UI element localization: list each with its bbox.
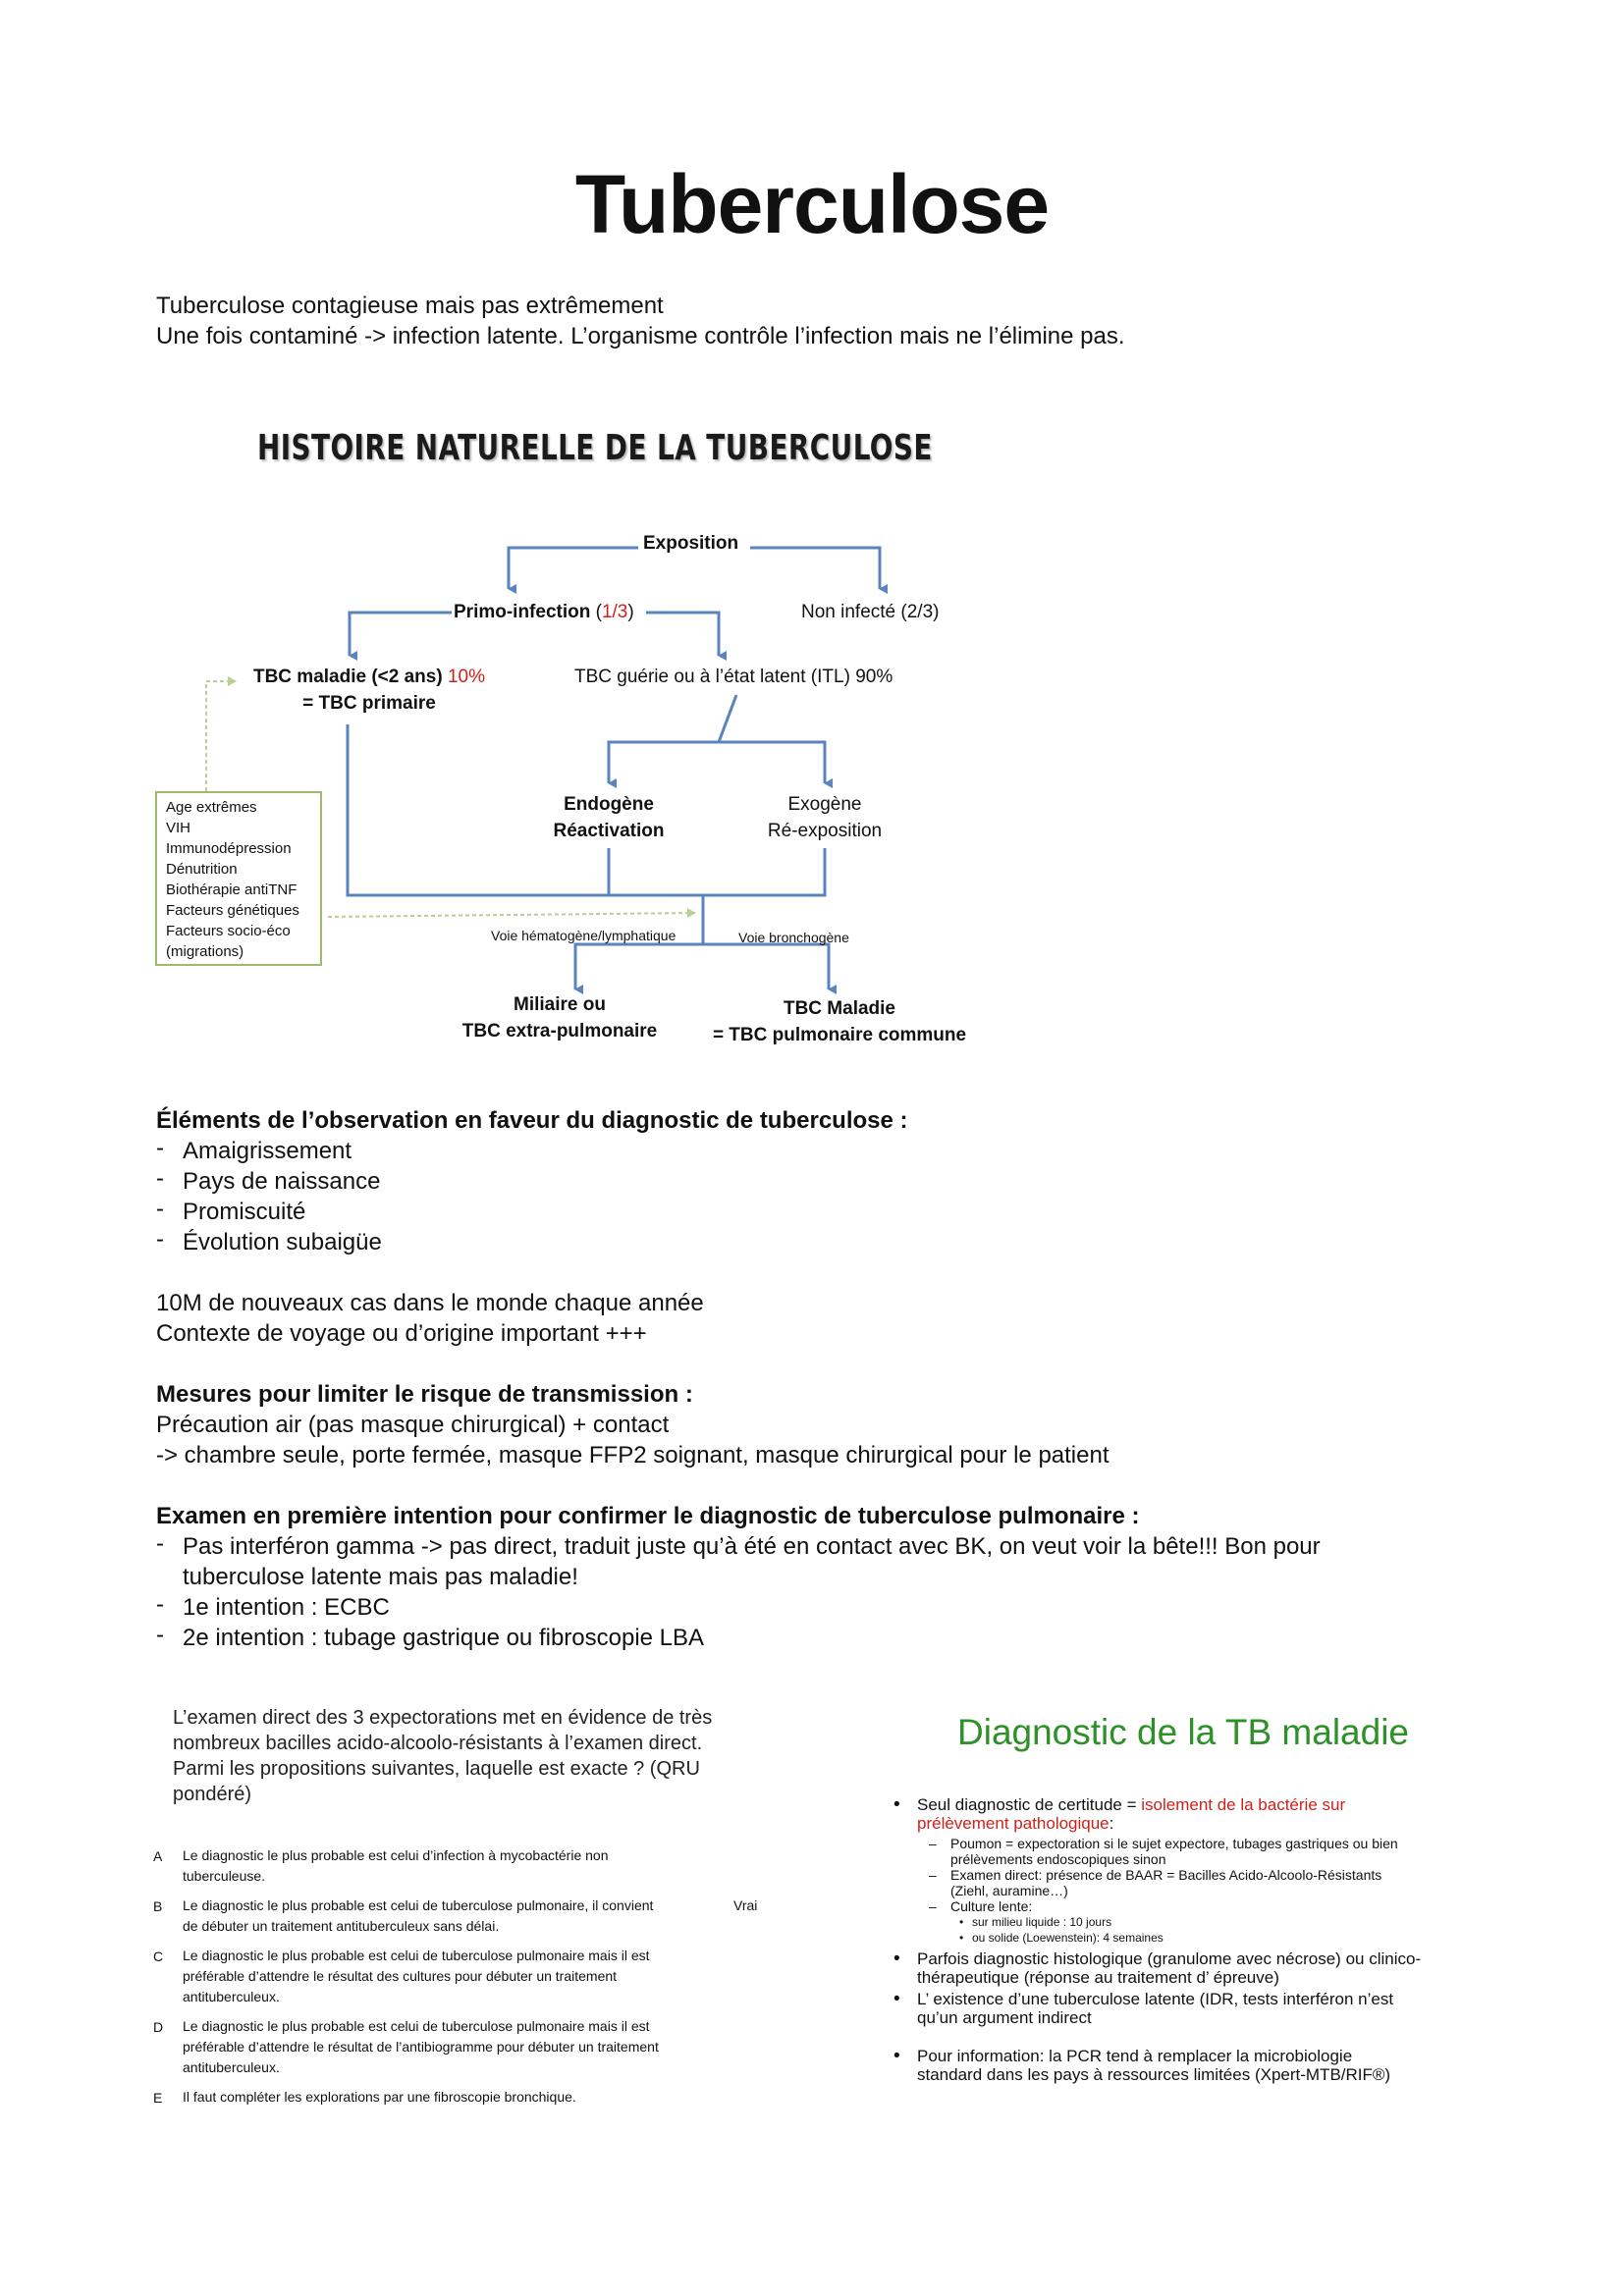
label-exposition: Exposition <box>643 533 739 554</box>
arrow-risk-up <box>206 681 236 791</box>
arrow-split-left <box>609 742 719 783</box>
arrow-miliaire <box>575 944 703 989</box>
quiz-option-e: E Il faut compléter les explorations par une fibroscopie bronchique. <box>153 2089 576 2106</box>
mesures-line: Précaution air (pas masque chirurgical) + contact <box>156 1412 670 1438</box>
diagnostic-sub-sub-bullet: • sur milieu liquide : 10 jours <box>893 1914 1502 1930</box>
observation-item: - Pays de naissance <box>156 1166 908 1197</box>
diagnostic-bullet: • L’ existence d’une tuberculose latente (IDR, tests interféron n’est qu’un argument indirect <box>893 1990 1502 2027</box>
risk-factor: (migrations) <box>166 943 244 960</box>
risk-factor: Facteurs génétiques <box>166 902 299 919</box>
stats-line: 10M de nouveaux cas dans le monde chaque année <box>156 1290 704 1316</box>
risk-factor: Dénutrition <box>166 861 238 878</box>
mesures-line: -> chambre seule, porte fermée, masque FFP2 soignant, masque chirurgical pour le patient <box>156 1442 1110 1468</box>
arrow-latent-diag <box>719 695 736 742</box>
examen-item: - 2e intention : tubage gastrique ou fibroscopie LBA <box>156 1623 1321 1653</box>
label-endogene: Endogène Réactivation <box>553 794 665 841</box>
observation-item: - Évolution subaigüe <box>156 1227 908 1257</box>
risk-factor: Biothérapie antiTNF <box>166 881 298 898</box>
quiz-option-a: A Le diagnostic le plus probable est celui d’infection à mycobactérie non tuberculeuse. <box>153 1847 609 1884</box>
label-tbc-latent: TBC guérie ou à l’état latent (ITL) 90% <box>574 667 893 687</box>
quiz-options <box>153 1845 782 2116</box>
examen-heading: Examen en première intention pour confirmer le diagnostic de tuberculose pulmonaire : <box>156 1503 1140 1529</box>
arrow-primo-left <box>350 613 452 656</box>
quiz-question: L’examen direct des 3 expectorations met en évidence de très nombreux bacilles acido-alcoolo-résistants à l’examen direct. Parmi les propositions suivantes, laquelle est exacte ? (QRU pondéré) <box>173 1707 713 1805</box>
observation-item: - Promiscuité <box>156 1197 908 1227</box>
diagnostic-bullet: • Seul diagnostic de certitude = isolement de la bactérie sur prélèvement pathologique: <box>893 1795 1502 1833</box>
observation-heading: Éléments de l’observation en faveur du diagnostic de tuberculose : <box>156 1107 908 1134</box>
mesures-heading: Mesures pour limiter le risque de transmission : <box>156 1381 693 1408</box>
observation-section <box>156 1105 908 1257</box>
quiz-option-c: C Le diagnostic le plus probable est celui de tuberculose pulmonaire mais il est préférable d’attendre le résultat des cultures pour débuter un traitement antituberculeux. <box>153 1948 650 2004</box>
intro-line: Tuberculose contagieuse mais pas extrêmement <box>156 293 664 319</box>
arrow-split-right <box>719 742 825 783</box>
diagnostic-sub-sub-bullet: • ou solide (Loewenstein): 4 semaines <box>893 1930 1502 1946</box>
diagnostic-bullet: • Parfois diagnostic histologique (granulome avec nécrose) ou clinico- thérapeutique (réponse au traitement d’ épreuve) <box>893 1949 1502 1987</box>
quiz-option-b: B Le diagnostic le plus probable est celui de tuberculose pulmonaire, il convient de débuter un traitement antituberculeux sans délai. <box>153 1897 654 1934</box>
examen-section <box>156 1501 1321 1653</box>
risk-factor: Facteurs socio-éco <box>166 923 291 939</box>
diagnostic-sub-bullet: – Culture lente: <box>893 1898 1502 1914</box>
label-primo-infection: Primo-infection (1/3) <box>454 602 634 622</box>
label-voie-hemato: Voie hématogène/lymphatique <box>491 928 677 943</box>
label-tbc-pulmonaire: TBC Maladie = TBC pulmonaire commune <box>712 998 967 1045</box>
arrow-exposition-left <box>509 548 638 589</box>
arrow-exposition-right <box>750 548 880 589</box>
diagram-title: HISTOIRE NATURELLE DE LA TUBERCULOSE <box>257 428 933 468</box>
line-exogene-down <box>703 848 825 895</box>
observation-item: - Amaigrissement <box>156 1136 908 1166</box>
diagnostic-list <box>893 1795 1502 2087</box>
mesures-section <box>156 1379 1110 1470</box>
risk-factors-box <box>155 791 322 966</box>
page-title: Tuberculose <box>574 158 1050 250</box>
label-miliaire: Miliaire ou TBC extra-pulmonaire <box>461 994 658 1041</box>
intro-line: Une fois contaminé -> infection latente. L’organisme contrôle l’infection mais ne l’élimine pas. <box>156 323 1125 349</box>
label-voie-broncho: Voie bronchogène <box>738 930 849 945</box>
diagnostic-bullet: • Pour information: la PCR tend à remplacer la microbiologie standard dans les pays à ressources limitées (Xpert-MTB/RIF®) <box>893 2047 1502 2084</box>
label-tbc-maladie: TBC maladie (<2 ans) 10% = TBC primaire <box>252 667 485 714</box>
risk-factor: Immunodépression <box>166 840 292 857</box>
arrow-primo-right <box>646 613 719 656</box>
examen-item: - Pas interféron gamma -> pas direct, traduit juste qu’à été en contact avec BK, on veut voir la bête!!! Bon pour tuberculose latente mais pas maladie! <box>156 1531 1321 1592</box>
stats-section <box>156 1288 704 1349</box>
examen-item: - 1e intention : ECBC <box>156 1592 1321 1623</box>
diagnostic-title: Diagnostic de la TB maladie <box>957 1712 1410 1752</box>
quiz-option-d: D Le diagnostic le plus probable est celui de tuberculose pulmonaire mais il est préférable d’attendre le résultat de l’antibiogramme pour débuter un traitement antituberculeux. <box>153 2018 659 2075</box>
risk-factor: VIH <box>166 820 191 836</box>
diagnostic-sub-bullet: – Poumon = expectoration si le sujet expectore, tubages gastriques ou bien prélèvements endoscopiques sinon <box>893 1836 1502 1867</box>
answer-vrai: Vrai <box>733 1897 758 1913</box>
label-non-infecte: Non infecté (2/3) <box>801 602 940 622</box>
diagnostic-sub-bullet: – Examen direct: présence de BAAR = Bacilles Acido-Alcoolo-Résistants (Ziehl, auramine…) <box>893 1867 1502 1898</box>
stats-line: Contexte de voyage ou d’origine important +++ <box>156 1320 647 1347</box>
risk-factor: Age extrêmes <box>166 799 257 816</box>
arrow-risk-right <box>328 913 695 917</box>
label-exogene: Exogène Ré-exposition <box>767 794 883 841</box>
